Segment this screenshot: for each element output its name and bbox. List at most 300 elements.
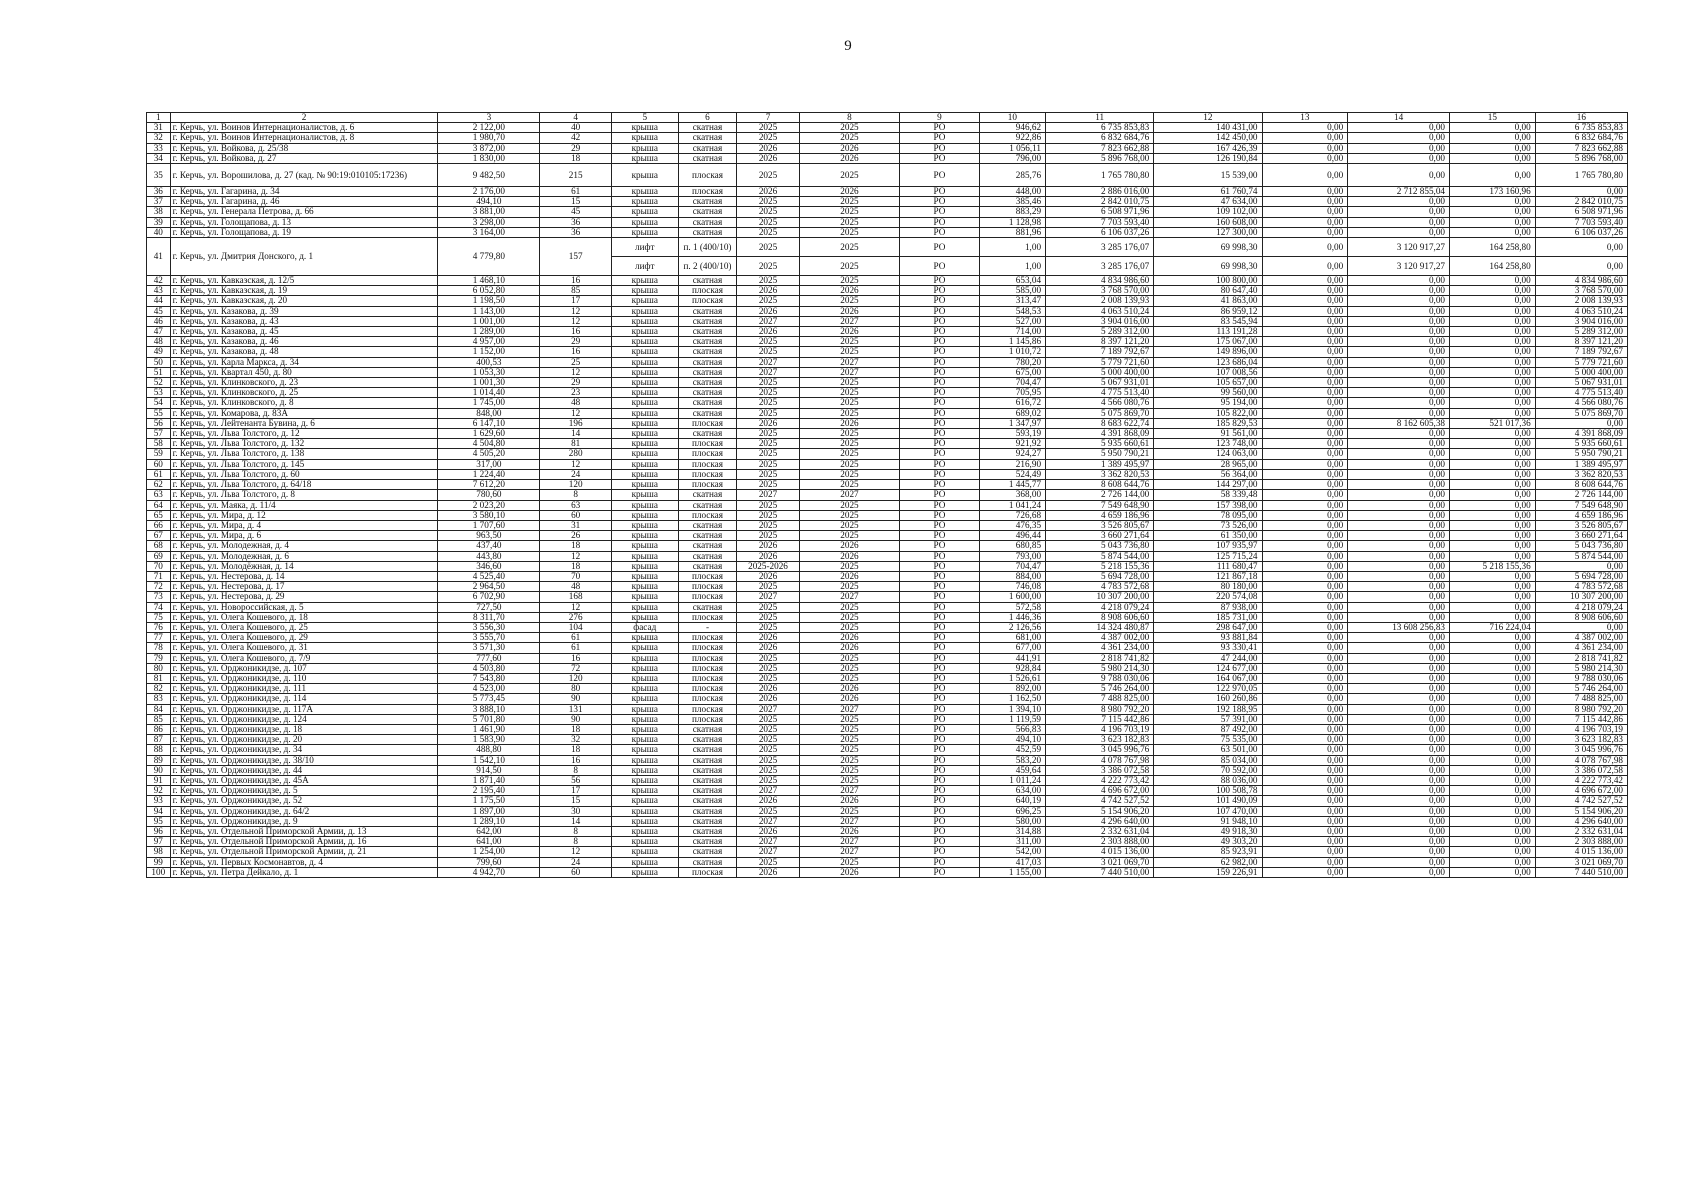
table-cell: 78 095,00 (1154, 510, 1262, 520)
table-cell: 4 525,40 (438, 571, 540, 581)
table-cell: 675,00 (979, 367, 1045, 377)
table-cell: 524,49 (979, 469, 1045, 479)
table-cell: 0,00 (1450, 704, 1536, 714)
table-cell: 34 (147, 153, 171, 163)
table-cell: 2025 (799, 429, 900, 439)
table-cell: крыша (612, 510, 678, 520)
table-cell: 81 (540, 439, 612, 449)
table-cell: 0,00 (1535, 622, 1627, 632)
table-cell: РО (900, 602, 979, 612)
table-cell: 92 (147, 786, 171, 796)
table-cell: 780,60 (438, 490, 540, 500)
table-cell: 69 (147, 551, 171, 561)
table-cell: 49 918,30 (1154, 827, 1262, 837)
table-cell: РО (900, 704, 979, 714)
table-cell: 160 608,00 (1154, 217, 1262, 227)
table-cell: 634,00 (979, 786, 1045, 796)
table-cell: 0,00 (1262, 490, 1348, 500)
table-cell: 2026 (799, 143, 900, 153)
table-cell: 548,53 (979, 306, 1045, 316)
table-row (147, 187, 1628, 197)
table-cell: 3 571,30 (438, 643, 540, 653)
table-cell: 2025 (799, 347, 900, 357)
table-cell: 31 (540, 520, 612, 530)
table-cell: крыша (612, 694, 678, 704)
table-cell: 0,00 (1348, 520, 1450, 530)
table-cell: РО (900, 143, 979, 153)
table-cell: г. Керчь, ул. Клинковского, д. 25 (170, 388, 438, 398)
table-cell: 1 145,86 (979, 337, 1045, 347)
table-cell: скатная (678, 541, 737, 551)
table-cell: 16 (540, 276, 612, 286)
table-cell: 48 (147, 337, 171, 347)
table-cell: 0,00 (1348, 735, 1450, 745)
table-cell: 2025 (799, 531, 900, 541)
table-cell: 85 034,00 (1154, 755, 1262, 765)
table-cell: 928,84 (979, 663, 1045, 673)
table-cell: скатная (678, 837, 737, 847)
table-cell: г. Керчь, ул. Олега Кошевого, д. 7/9 (170, 653, 438, 663)
table-cell: 1 010,72 (979, 347, 1045, 357)
table-row (147, 510, 1628, 520)
table-cell: плоская (678, 653, 737, 663)
table-cell: 123 748,00 (1154, 439, 1262, 449)
table-cell: 677,00 (979, 643, 1045, 653)
table-cell: г. Керчь, ул. Мира, д. 4 (170, 520, 438, 530)
table-cell: 0,00 (1450, 153, 1536, 163)
table-cell: 185 731,00 (1154, 612, 1262, 622)
table-cell: 616,72 (979, 398, 1045, 408)
table-cell: 2027 (737, 847, 799, 857)
table-cell: крыша (612, 663, 678, 673)
page-number: 9 (844, 38, 852, 54)
table-cell: 77 (147, 633, 171, 643)
table-cell: 3 285 176,07 (1046, 257, 1154, 276)
table-cell: 90 (540, 714, 612, 724)
table-cell: 3 120 917,27 (1348, 257, 1450, 276)
table-row (147, 704, 1628, 714)
table-cell: 76 (147, 622, 171, 632)
table-cell: 8 311,70 (438, 612, 540, 622)
table-row (147, 582, 1628, 592)
table-cell: г. Керчь, ул. Дмитрия Донского, д. 1 (170, 238, 438, 276)
table-cell: 705,95 (979, 388, 1045, 398)
table-row (147, 143, 1628, 153)
table-cell: 73 (147, 592, 171, 602)
table-cell: 5 896 768,00 (1046, 153, 1154, 163)
table-cell: крыша (612, 490, 678, 500)
table-cell: 0,00 (1450, 327, 1536, 337)
table-cell: 18 (540, 724, 612, 734)
table-cell: 5 874 544,00 (1046, 551, 1154, 561)
table-cell: г. Керчь, ул. Воинов Интернационалистов, д. 6 (170, 123, 438, 133)
table-cell: г. Керчь, ул. Льва Толстого, д. 145 (170, 459, 438, 469)
table-cell: РО (900, 480, 979, 490)
table-cell: 566,83 (979, 724, 1045, 734)
table-cell: г. Керчь, ул. Клинковского, д. 23 (170, 378, 438, 388)
table-cell: 40 (147, 227, 171, 237)
header-cell: 16 (1535, 113, 1627, 123)
table-cell: 2025 (799, 337, 900, 347)
table-cell: 2026 (737, 694, 799, 704)
table-cell: г. Керчь, ул. Орджоникидзе, д. 5 (170, 786, 438, 796)
table-cell: 2025 (799, 745, 900, 755)
table-cell: 59 (147, 449, 171, 459)
table-cell: 7 543,80 (438, 673, 540, 683)
table-cell: 36 (540, 227, 612, 237)
table-header-row (147, 113, 1628, 123)
table-cell: 642,00 (438, 827, 540, 837)
table-cell: г. Керчь, ул. Орджоникидзе, д. 114 (170, 694, 438, 704)
table-cell: 0,00 (1348, 153, 1450, 163)
table-cell: 61 (147, 469, 171, 479)
table-cell: 317,00 (438, 459, 540, 469)
table-cell: 1 119,59 (979, 714, 1045, 724)
table-cell: 2025 (737, 653, 799, 663)
table-cell: 1 289,10 (438, 816, 540, 826)
table-cell: 0,00 (1348, 398, 1450, 408)
table-cell: г. Керчь, ул. Олега Кошевого, д. 18 (170, 612, 438, 622)
table-cell: скатная (678, 327, 737, 337)
table-cell: 3 526 805,67 (1535, 520, 1627, 530)
table-cell: 0,00 (1348, 480, 1450, 490)
table-cell: г. Керчь, ул. Орджоникидзе, д. 20 (170, 735, 438, 745)
table-cell: 36 (540, 217, 612, 227)
table-cell: РО (900, 469, 979, 479)
table-cell: фасад (612, 622, 678, 632)
table-cell: 2025 (799, 602, 900, 612)
table-cell: крыша (612, 673, 678, 683)
table-cell: 32 (540, 735, 612, 745)
table-cell: 80 (147, 663, 171, 673)
table-cell: крыша (612, 357, 678, 367)
table-cell: РО (900, 133, 979, 143)
table-cell: 2 964,50 (438, 582, 540, 592)
table-cell: 2027 (737, 490, 799, 500)
table-cell: 93 (147, 796, 171, 806)
table-cell: крыша (612, 531, 678, 541)
table-cell: 1 014,40 (438, 388, 540, 398)
table-cell: 121 867,18 (1154, 571, 1262, 581)
table-cell: плоская (678, 449, 737, 459)
table-cell: 2025 (737, 276, 799, 286)
table-cell: плоская (678, 714, 737, 724)
table-cell: 0,00 (1348, 867, 1450, 877)
table-cell: 0,00 (1262, 643, 1348, 653)
table-cell: 2025 (737, 510, 799, 520)
table-cell: 2025 (799, 238, 900, 257)
table-row (147, 663, 1628, 673)
table-cell: 2026 (799, 684, 900, 694)
table-cell: 2025 (737, 429, 799, 439)
table-cell: 881,96 (979, 227, 1045, 237)
table-cell: РО (900, 857, 979, 867)
table-cell: 0,00 (1348, 724, 1450, 734)
table-cell: 7 488 825,00 (1046, 694, 1154, 704)
table-cell: 716 224,04 (1450, 622, 1536, 632)
table-row (147, 227, 1628, 237)
table-cell: 0,00 (1348, 276, 1450, 286)
table-cell: крыша (612, 786, 678, 796)
table-cell: крыша (612, 602, 678, 612)
table-cell: 2025 (737, 582, 799, 592)
table-cell: 41 863,00 (1154, 296, 1262, 306)
table-cell: 78 (147, 643, 171, 653)
table-row (147, 449, 1628, 459)
table-cell: 42 (540, 133, 612, 143)
table-cell: плоская (678, 286, 737, 296)
table-row (147, 520, 1628, 530)
table-cell: 2027 (737, 786, 799, 796)
table-cell: 0,00 (1348, 602, 1450, 612)
table-cell: 93 330,41 (1154, 643, 1262, 653)
table-cell: 4 361 234,00 (1046, 643, 1154, 653)
table-cell: 0,00 (1262, 388, 1348, 398)
table-cell: 113 191,28 (1154, 327, 1262, 337)
table-cell: 542,00 (979, 847, 1045, 857)
table-cell: крыша (612, 643, 678, 653)
table-cell: РО (900, 816, 979, 826)
table-cell: 91 948,10 (1154, 816, 1262, 826)
table-cell: 1 468,10 (438, 276, 540, 286)
table-row (147, 653, 1628, 663)
table-cell: 0,00 (1450, 459, 1536, 469)
table-cell: г. Керчь, ул. Отдельной Приморской Армии, д. 16 (170, 837, 438, 847)
table-cell: 2025 (737, 207, 799, 217)
table-cell: г. Керчь, ул. Олега Кошевого, д. 29 (170, 633, 438, 643)
table-cell: 0,00 (1450, 276, 1536, 286)
table-cell: 0,00 (1262, 592, 1348, 602)
table-row (147, 714, 1628, 724)
table-cell: 5 896 768,00 (1535, 153, 1627, 163)
table-cell: 122 970,05 (1154, 684, 1262, 694)
table-cell: 2027 (737, 816, 799, 826)
table-cell: 4 779,80 (438, 238, 540, 276)
table-cell: скатная (678, 531, 737, 541)
table-cell: 6 106 037,26 (1535, 227, 1627, 237)
table-cell: 0,00 (1262, 724, 1348, 734)
table-cell: РО (900, 327, 979, 337)
table-cell: 385,46 (979, 197, 1045, 207)
header-cell: 4 (540, 113, 612, 123)
table-cell: 1 461,90 (438, 724, 540, 734)
table-cell: 2025 (799, 806, 900, 816)
table-cell: 56 364,00 (1154, 469, 1262, 479)
table-cell: 0,00 (1262, 806, 1348, 816)
table-cell: 2 886 016,00 (1046, 187, 1154, 197)
table-cell: г. Керчь, ул. Карла Маркса, д. 34 (170, 357, 438, 367)
table-cell: 4 942,70 (438, 867, 540, 877)
table-cell: плоская (678, 480, 737, 490)
table-cell: 2025 (737, 724, 799, 734)
table-cell: лифт (612, 238, 678, 257)
table-cell: 0,00 (1348, 429, 1450, 439)
table-cell: 13 608 256,83 (1348, 622, 1450, 632)
table-cell: 7 703 593,40 (1535, 217, 1627, 227)
table-cell: РО (900, 775, 979, 785)
table-cell: 2027 (737, 367, 799, 377)
table-cell: 91 (147, 775, 171, 785)
table-cell: 1 155,00 (979, 867, 1045, 877)
table-cell: 0,00 (1262, 378, 1348, 388)
table-cell: РО (900, 765, 979, 775)
table-cell: 16 (540, 653, 612, 663)
table-cell: 922,86 (979, 133, 1045, 143)
table-cell: крыша (612, 857, 678, 867)
table-cell: 1 745,00 (438, 398, 540, 408)
table-cell: 1 128,98 (979, 217, 1045, 227)
table-cell: 0,00 (1348, 775, 1450, 785)
table-cell: 1 765 780,80 (1535, 164, 1627, 187)
table-row (147, 164, 1628, 187)
table-cell: 0,00 (1450, 602, 1536, 612)
table-cell: 80 647,40 (1154, 286, 1262, 296)
header-cell: 9 (900, 113, 979, 123)
table-cell: 883,29 (979, 207, 1045, 217)
table-cell: 0,00 (1450, 316, 1536, 326)
table-cell: 72 (147, 582, 171, 592)
table-cell: 107 008,56 (1154, 367, 1262, 377)
table-cell: крыша (612, 207, 678, 217)
table-cell: 2027 (737, 357, 799, 367)
table-cell: РО (900, 153, 979, 163)
table-cell: 572,58 (979, 602, 1045, 612)
table-cell: 175 067,00 (1154, 337, 1262, 347)
table-cell: 0,00 (1348, 347, 1450, 357)
table-cell: скатная (678, 357, 737, 367)
table-cell: РО (900, 673, 979, 683)
table-cell: 6 052,80 (438, 286, 540, 296)
table-cell: 2027 (799, 837, 900, 847)
table-cell: 452,59 (979, 745, 1045, 755)
table-cell: 61 760,74 (1154, 187, 1262, 197)
table-cell: 2025 (799, 227, 900, 237)
table-cell: 2025 (799, 520, 900, 530)
table-cell: 3 623 182,83 (1046, 735, 1154, 745)
table-cell: 0,00 (1348, 197, 1450, 207)
table-cell: 0,00 (1348, 765, 1450, 775)
table-cell: 2025 (737, 745, 799, 755)
table-cell: 0,00 (1348, 847, 1450, 857)
table-cell: 285,76 (979, 164, 1045, 187)
table-cell: плоская (678, 663, 737, 673)
table-cell: 127 300,00 (1154, 227, 1262, 237)
table-cell: лифт (612, 257, 678, 276)
table-cell: 0,00 (1262, 306, 1348, 316)
table-cell: 2026 (737, 306, 799, 316)
table-cell: 1 707,60 (438, 520, 540, 530)
table-cell: 0,00 (1450, 164, 1536, 187)
table-cell: 100 (147, 867, 171, 877)
table-cell: 0,00 (1262, 286, 1348, 296)
table-cell: 124 677,00 (1154, 663, 1262, 673)
table-cell: 3 555,70 (438, 633, 540, 643)
table-cell: 4 659 186,96 (1046, 510, 1154, 520)
table-cell: 2025 (799, 663, 900, 673)
table-cell: 0,00 (1262, 633, 1348, 643)
table-cell: РО (900, 238, 979, 257)
table-cell: 0,00 (1348, 714, 1450, 724)
table-cell: г. Керчь, ул. Олега Кошевого, д. 31 (170, 643, 438, 653)
table-cell: РО (900, 207, 979, 217)
table-cell: 173 160,96 (1450, 187, 1536, 197)
table-cell: 58 339,48 (1154, 490, 1262, 500)
table-cell: РО (900, 755, 979, 765)
table-cell: 2025 (737, 439, 799, 449)
table-cell: 963,50 (438, 531, 540, 541)
table-cell: 149 896,00 (1154, 347, 1262, 357)
table-cell: крыша (612, 592, 678, 602)
table-cell: г. Керчь, ул. Нестерова, д. 14 (170, 571, 438, 581)
table-cell: 3 362 820,53 (1535, 469, 1627, 479)
table-cell: 3 386 072,58 (1535, 765, 1627, 775)
table-cell: 2025 (737, 806, 799, 816)
table-row (147, 673, 1628, 683)
table-cell: 417,03 (979, 857, 1045, 867)
table-cell: РО (900, 827, 979, 837)
table-cell: 2 842 010,75 (1046, 197, 1154, 207)
table-cell: крыша (612, 724, 678, 734)
table-cell: 123 686,04 (1154, 357, 1262, 367)
table-cell: г. Керчь, ул. Орджоникидзе, д. 34 (170, 745, 438, 755)
table-cell: 97 (147, 837, 171, 847)
table-cell: скатная (678, 775, 737, 785)
table-cell: крыша (612, 429, 678, 439)
table-cell: 0,00 (1450, 694, 1536, 704)
table-cell: скатная (678, 197, 737, 207)
table-cell: 157 (540, 238, 612, 276)
table-row (147, 439, 1628, 449)
table-row (147, 490, 1628, 500)
table-cell: п. 1 (400/10) (678, 238, 737, 257)
table-cell: 1 011,24 (979, 775, 1045, 785)
table-cell: скатная (678, 755, 737, 765)
table-cell: РО (900, 551, 979, 561)
table-cell: 0,00 (1348, 164, 1450, 187)
table-cell: г. Керчь, ул. Нестерова, д. 29 (170, 592, 438, 602)
table-cell: г. Керчь, ул. Орджоникидзе, д. 111 (170, 684, 438, 694)
table-cell: скатная (678, 316, 737, 326)
table-cell: 1 152,00 (438, 347, 540, 357)
table-cell: 124 063,00 (1154, 449, 1262, 459)
table-row (147, 337, 1628, 347)
table-cell: РО (900, 837, 979, 847)
table-cell: г. Керчь, ул. Отдельной Приморской Армии, д. 13 (170, 827, 438, 837)
table-row (147, 633, 1628, 643)
table-cell: г. Керчь, ул. Клинковского, д. 8 (170, 398, 438, 408)
table-cell: 98 (147, 847, 171, 857)
table-cell: 196 (540, 418, 612, 428)
table-cell: 12 (540, 847, 612, 857)
table-cell: 0,00 (1450, 133, 1536, 143)
table-cell: 1 830,00 (438, 153, 540, 163)
table-cell: 4 222 773,42 (1046, 775, 1154, 785)
table-row (147, 806, 1628, 816)
table-cell: 2025 (799, 735, 900, 745)
table-cell: 0,00 (1262, 367, 1348, 377)
table-cell: крыша (612, 480, 678, 490)
table-cell: крыша (612, 775, 678, 785)
table-cell: 0,00 (1262, 500, 1348, 510)
table-cell: 0,00 (1450, 469, 1536, 479)
table-cell: 1 583,90 (438, 735, 540, 745)
table-cell: г. Керчь, ул. Молодёжная, д. 14 (170, 561, 438, 571)
table-cell: 4 015 136,00 (1046, 847, 1154, 857)
table-cell: 60 (540, 867, 612, 877)
table-cell: 2 726 144,00 (1046, 490, 1154, 500)
table-cell: 48 (540, 582, 612, 592)
table-cell: РО (900, 684, 979, 694)
